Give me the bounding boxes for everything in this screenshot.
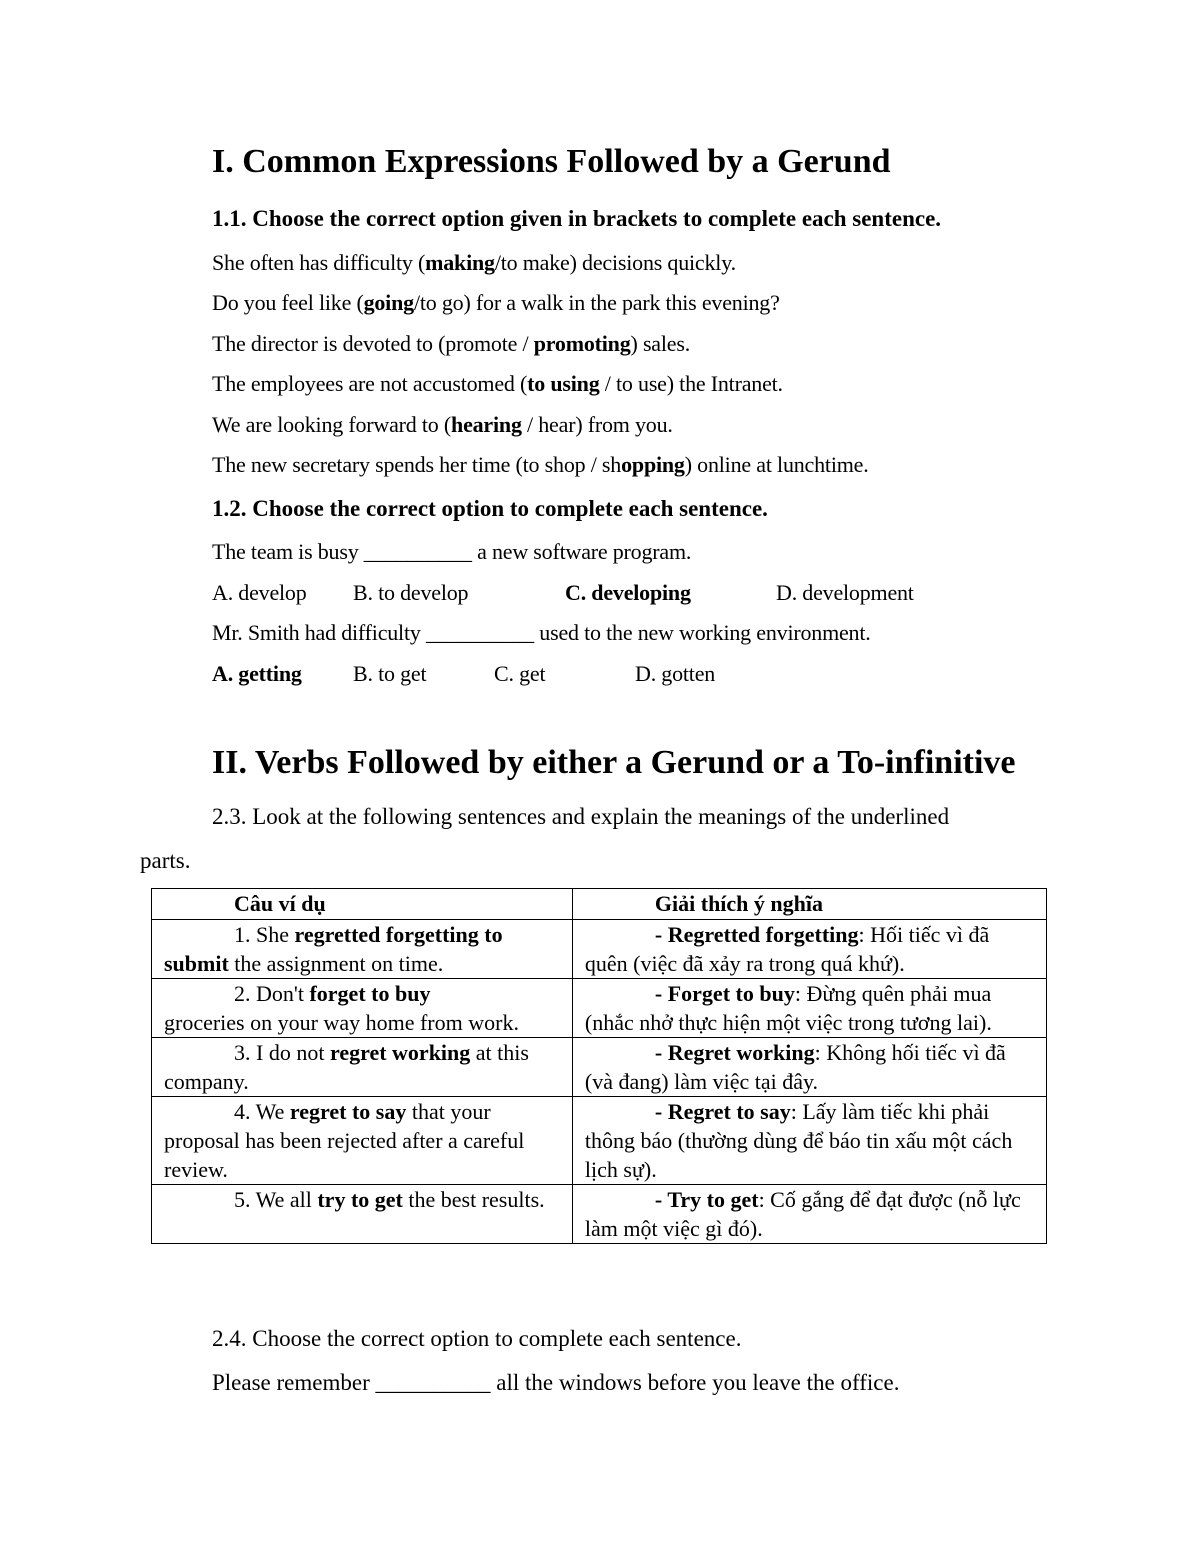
q2-option-a: A. getting [212, 661, 302, 686]
table-row [152, 1185, 1047, 1244]
table-row [152, 920, 1047, 979]
meaning-cell: - Regret working: Không hối tiếc vì đã (và đang) làm việc tại đây. [572, 1038, 1046, 1097]
exercise-2-3-heading: 2.3. Look at the following sentences and explain the meanings of the underlined [212, 804, 950, 829]
exercise-1-1-sentence-6: The new secretary spends her time (to shop / shopping) online at lunchtime. [212, 452, 869, 477]
meaning-cell: - Regret to say: Lấy làm tiếc khi phải thông báo (thường dùng để báo tin xấu một cách lịch sự). [572, 1097, 1046, 1185]
exercise-1-1-sentence-1: She often has difficulty (making/to make) decisions quickly. [212, 250, 736, 275]
table-row [152, 1097, 1047, 1185]
example-cell: 2. Don't forget to buy groceries on your way home from work. [152, 979, 573, 1038]
section-1-title: I. Common Expressions Followed by a Gerund [212, 143, 891, 180]
meaning-cell: - Try to get: Cố gắng để đạt được (nỗ lực làm một việc gì đó). [572, 1185, 1046, 1244]
exercise-1-2-question-2: Mr. Smith had difficulty __________ used to the new working environment. [212, 620, 871, 645]
meaning-cell: - Regretted forgetting: Hối tiếc vì đã quên (việc đã xảy ra trong quá khứ). [572, 920, 1046, 979]
exercise-2-4-question-1: Please remember __________ all the windows before you leave the office. [212, 1370, 900, 1395]
exercise-1-1-sentence-5: We are looking forward to (hearing / hear) from you. [212, 412, 673, 437]
example-cell: 1. She regretted forgetting to submit the assignment on time. [152, 920, 573, 979]
q2-option-c: C. get [494, 661, 546, 686]
exercise-2-3-heading-cont: parts. [140, 848, 191, 873]
exercise-2-4-heading: 2.4. Choose the correct option to complete each sentence. [212, 1326, 742, 1351]
example-cell: 3. I do not regret working at this company. [152, 1038, 573, 1097]
exercise-1-2-question-1: The team is busy __________ a new software program. [212, 539, 692, 564]
example-cell: 5. We all try to get the best results. [152, 1185, 573, 1244]
table-row [152, 1038, 1047, 1097]
table-header-example: Câu ví dụ [152, 889, 573, 920]
exercise-1-1-sentence-2: Do you feel like (going/to go) for a walk in the park this evening? [212, 290, 780, 315]
example-cell: 4. We regret to say that your proposal has been rejected after a careful review. [152, 1097, 573, 1185]
meaning-cell: - Forget to buy: Đừng quên phải mua (nhắc nhở thực hiện một việc trong tương lai). [572, 979, 1046, 1038]
table-row [152, 979, 1047, 1038]
section-2-title: II. Verbs Followed by either a Gerund or a To-infinitive [212, 744, 1016, 781]
table-header-row [152, 889, 1047, 920]
exercise-1-1-sentence-3: The director is devoted to (promote / promoting) sales. [212, 331, 691, 356]
table-header-meaning: Giải thích ý nghĩa [572, 889, 1046, 920]
q2-option-b: B. to get [353, 661, 427, 686]
exercise-1-1-heading: 1.1. Choose the correct option given in brackets to complete each sentence. [212, 206, 942, 231]
exercise-1-2-heading: 1.2. Choose the correct option to complete each sentence. [212, 496, 768, 521]
q1-option-d: D. development [776, 580, 914, 605]
exercise-1-1-sentence-4: The employees are not accustomed (to using / to use) the Intranet. [212, 371, 783, 396]
meaning-table [151, 888, 1047, 1244]
q2-option-d: D. gotten [635, 661, 716, 686]
q1-option-b: B. to develop [353, 580, 469, 605]
q1-option-c: C. developing [565, 580, 691, 605]
q1-option-a: A. develop [212, 580, 307, 605]
